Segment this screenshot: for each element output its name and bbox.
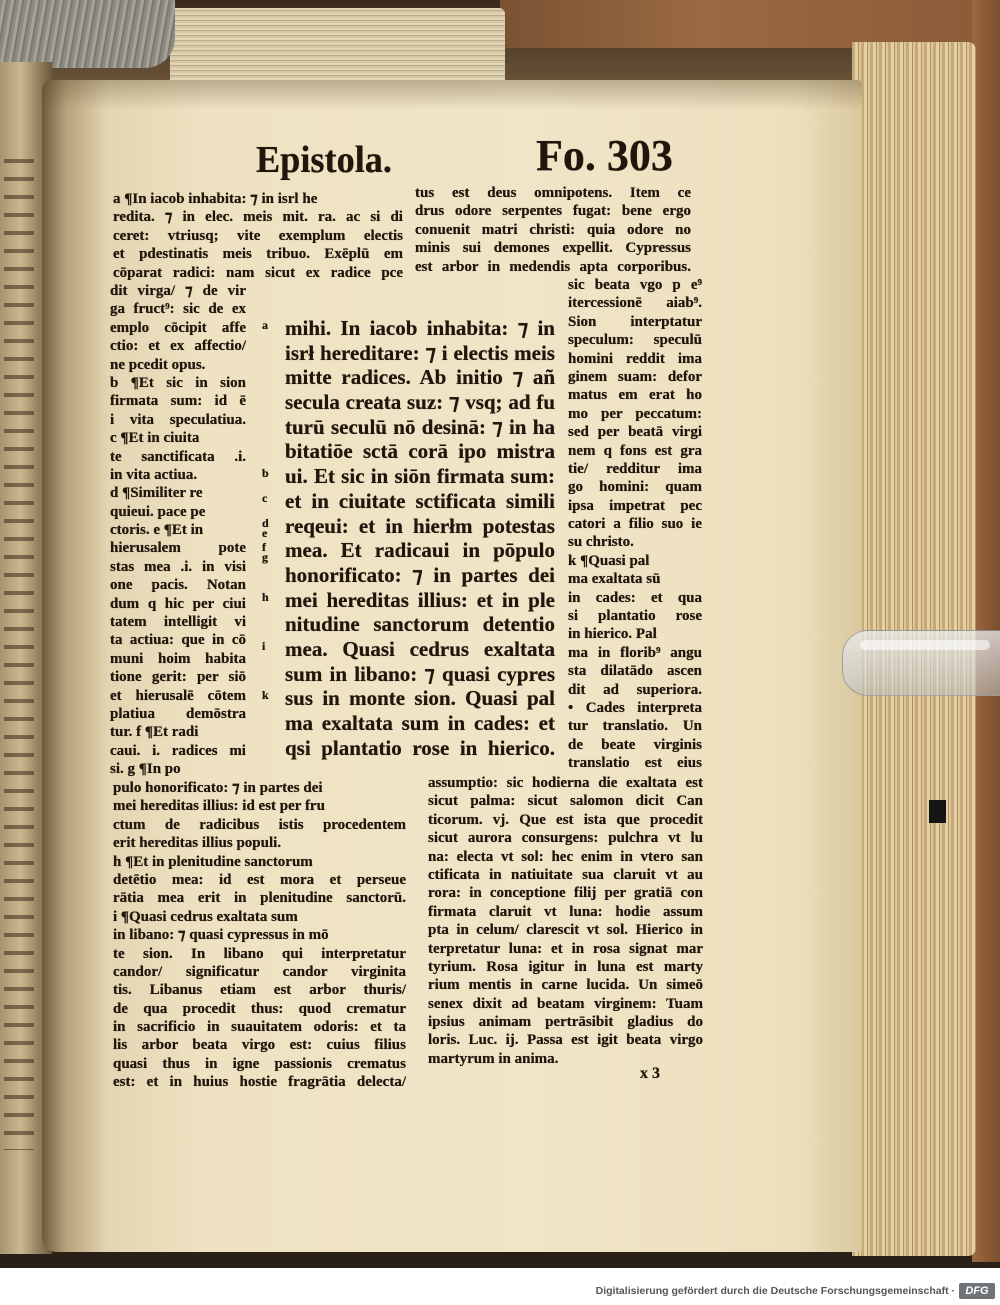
commentary-line: matus em erat ho xyxy=(568,387,702,404)
commentary-line: itercessionē aiab⁹. xyxy=(568,295,703,312)
scripture-line: mei hereditas illius: et in ple xyxy=(285,587,555,612)
commentary-line: ne pcedit opus. xyxy=(110,356,206,373)
commentary-line: platiua demōstra xyxy=(110,705,246,722)
book-strap xyxy=(0,0,175,68)
commentary-line: k ¶Quasi pal xyxy=(568,552,650,569)
commentary-line: si. g ¶In po xyxy=(110,761,181,778)
note-mark: h xyxy=(262,589,269,604)
commentary-line: martyrum in anima. xyxy=(428,1050,559,1067)
commentary-line: ginem suam: defor xyxy=(568,368,702,385)
scripture-line: ma exaltata sum in cades: et xyxy=(285,711,555,735)
commentary-line: stas mea .i. in visi xyxy=(110,558,246,575)
commentary-line: i vita speculatiua. xyxy=(110,411,246,428)
scripture-row xyxy=(285,390,555,415)
note-mark: a xyxy=(262,318,268,332)
scripture-line: turū seculū nō desinā: ⁊ in ha xyxy=(285,414,555,439)
commentary-line: erit hereditas illius populi. xyxy=(113,835,282,852)
scripture-line: mihi. In iacob inhabita: ⁊ in xyxy=(285,316,555,340)
scripture-row xyxy=(285,612,555,637)
commentary-line: quasi thus in igne passionis crematus xyxy=(113,1055,406,1072)
previous-page-text-fragments xyxy=(4,150,34,1150)
scripture-row xyxy=(262,513,555,540)
commentary-line: sic beata vgo p e⁹ xyxy=(568,277,703,293)
commentary-line: tyrium. Rosa igitur in luna est marty xyxy=(428,958,703,975)
book-clamp-highlight xyxy=(860,640,990,650)
commentary-line: pulo honorificato: ⁊ in partes dei xyxy=(113,780,323,796)
scripture-text xyxy=(262,316,556,760)
note-mark: k xyxy=(262,688,269,703)
scripture-line: isrł hereditare: ⁊ i electis meis xyxy=(285,340,555,365)
commentary-line: ceret: vtriusq; vite exemplum electis xyxy=(113,227,403,244)
commentary-line: Sion interptatur xyxy=(568,313,702,330)
scripture-line: mea. Et radicaui in pōpulo xyxy=(285,538,555,563)
commentary-line: mo per peccatum: xyxy=(568,405,702,422)
commentary-line: ma in florib⁹ angu xyxy=(568,644,702,661)
scripture-line: honorificato: ⁊ in partes dei xyxy=(285,562,555,587)
scripture-line: ui. Et sic in siōn firmata sum: xyxy=(285,464,556,489)
commentary-line: ma exaltata sū xyxy=(568,571,661,588)
commentary-line: te sanctificata .i. xyxy=(110,448,246,465)
commentary-line: rium mentis in carne lucida. Un simeō xyxy=(428,977,704,994)
commentary-line: na: electa vt sol: hec enim in vtero san xyxy=(428,848,704,865)
quire-signature: x 3 xyxy=(640,1065,660,1082)
commentary-line: est: et in huius hostie fragrātia delecta/ xyxy=(113,1074,406,1091)
note-mark: b xyxy=(262,466,269,481)
commentary-line: et hierusalē cōtem xyxy=(110,687,246,704)
commentary-line: minis sui demones expellit. Cypressus xyxy=(415,240,692,257)
commentary-line: sicut aurora consurgens: pulchra vt lu xyxy=(428,830,703,847)
commentary-line: c ¶Et in ciuita xyxy=(110,430,200,447)
page-top-edges xyxy=(170,8,505,80)
commentary-line: firmata sum: id ē xyxy=(110,393,246,410)
scripture-line: qsi plantatio rose in hierico. xyxy=(285,735,555,760)
commentary-line: sed per beatā virgi xyxy=(568,424,703,441)
commentary-left-bottom xyxy=(113,779,406,1092)
scripture-row xyxy=(262,587,555,613)
commentary-line: candor/ significatur candor virginita xyxy=(113,963,406,980)
commentary-line: sicut palma: sicut salomon dicit Can xyxy=(428,793,703,810)
commentary-line: si plantatio rose xyxy=(568,608,702,625)
commentary-line: firmata claruit vt luna: hodie assum xyxy=(428,903,704,920)
commentary-line: in sacrificio in suauitatem odoris: et ta xyxy=(113,1019,406,1036)
commentary-line: rora: in conceptione filij per gratiā con xyxy=(428,885,703,902)
scripture-row xyxy=(262,464,556,489)
commentary-line: quieui. pace pe xyxy=(110,503,206,520)
commentary-line: pta in celum/ clarescit vt sol. Hierico in xyxy=(428,922,703,939)
scripture-row xyxy=(285,563,555,588)
page-marker-tab xyxy=(929,800,946,823)
note-mark: c xyxy=(262,490,268,505)
commentary-line: sta dilatādo ascen xyxy=(568,663,703,680)
commentary-line: i ¶Quasi cedrus exaltata sum xyxy=(113,908,298,925)
commentary-line: tur translatio. Un xyxy=(568,718,702,735)
commentary-line: in vita actiua. xyxy=(110,466,198,483)
commentary-line: terpretatur luna: et in rosa signat mar xyxy=(428,940,703,957)
scripture-row xyxy=(285,365,555,390)
commentary-line: go homini: quam xyxy=(568,479,702,496)
commentary-line: dit virga/ ⁊ de vir xyxy=(110,283,246,299)
scripture-line: reqeui: et in hierłm potestas xyxy=(285,513,555,538)
commentary-left-top xyxy=(113,190,403,282)
commentary-line: tis. Libanus etiam est arbor thuris/ xyxy=(113,982,406,999)
commentary-right-bottom xyxy=(428,774,703,1068)
scripture-line: sum in libano: ⁊ quasi cypres xyxy=(285,661,556,686)
commentary-right-margin xyxy=(568,276,702,773)
note-mark: d e xyxy=(262,515,269,540)
commentary-line: assumptio: sic hodierna die exaltata est xyxy=(428,775,704,791)
commentary-line: caui. i. radices mi xyxy=(110,742,246,759)
commentary-line: te sion. In libano qui interpretatur xyxy=(113,945,406,962)
commentary-line: lis arbor beata virgo est: cuius filius xyxy=(113,1037,406,1054)
commentary-line: • Cades interpreta xyxy=(568,699,703,716)
dfg-logo: DFG xyxy=(959,1283,995,1299)
scripture-line: mitte radices. Ab initio ⁊ añ xyxy=(285,365,556,390)
commentary-line: tione gerit: per siō xyxy=(110,669,247,686)
commentary-line: muni hoim habita xyxy=(110,650,246,667)
commentary-line: conuenit matri christi: quia odore no xyxy=(415,221,691,238)
leather-cover xyxy=(500,0,1000,48)
commentary-line: nem q fons est gra xyxy=(568,442,702,459)
commentary-line: ipsius animam pertrāsibit gladius do xyxy=(428,1014,704,1031)
commentary-line: de qua procedit thus: quod crematur xyxy=(113,1000,407,1017)
scripture-line: mea. Quasi cedrus exaltata xyxy=(285,636,555,661)
commentary-line: detētio mea: id est mora et perseue xyxy=(113,871,406,888)
commentary-line: de beate virginis xyxy=(568,736,702,753)
commentary-line: in cades: et qua xyxy=(568,589,702,606)
scripture-line: sus in monte sion. Quasi pal xyxy=(285,686,555,711)
scripture-line: et in ciuitate sctificata simili xyxy=(285,488,555,513)
commentary-line: senex dixit ad beatam virginem: Tuam xyxy=(428,995,703,1012)
commentary-line: tus est deus omnipotens. Item ce xyxy=(415,185,691,201)
commentary-line: ga fruct⁹: sic de ex xyxy=(110,301,247,318)
commentary-line: ctoris. e ¶Et in xyxy=(110,522,204,539)
commentary-line: speculum: speculū xyxy=(568,332,702,349)
scripture-line: nitudine sanctorum detentio xyxy=(285,612,555,637)
commentary-line: b ¶Et sic in sion xyxy=(110,374,246,391)
note-mark: i xyxy=(262,638,266,653)
commentary-line: translatio est eius xyxy=(568,755,702,772)
scripture-row xyxy=(285,711,555,736)
commentary-line: ctum de radicibus istis procedentem xyxy=(113,816,406,833)
scripture-row xyxy=(285,415,555,440)
scripture-row xyxy=(262,636,555,662)
commentary-line: a ¶In iacob inhabita: ⁊ in isrl he xyxy=(113,191,318,207)
commentary-line: dit ad superiora. xyxy=(568,681,702,698)
scripture-row xyxy=(262,538,555,565)
commentary-line: in libano: ⁊ quasi cypressus in mō xyxy=(113,927,329,944)
scripture-row xyxy=(285,341,555,366)
scripture-row xyxy=(262,316,555,341)
page-shadow xyxy=(42,80,862,110)
commentary-line: tur. f ¶Et radi xyxy=(110,724,199,741)
commentary-line: in hierico. Pal xyxy=(568,626,657,643)
commentary-line: su christo. xyxy=(568,534,634,551)
scripture-row xyxy=(285,662,555,687)
folio-number: Fo. 303 xyxy=(536,131,673,180)
scripture-row xyxy=(285,736,555,761)
scripture-row xyxy=(262,686,555,711)
commentary-line: rātia mea erit in plenitudine sanctorū. xyxy=(113,890,406,907)
commentary-line: ipsa impetrat pec xyxy=(568,497,702,514)
commentary-line: mei hereditas illius: id est per fru xyxy=(113,798,325,815)
scripture-row xyxy=(262,488,555,514)
commentary-line: catori a filio suo ie xyxy=(568,516,703,533)
funding-credit: Digitalisierung gefördert durch die Deutsche Forschungsgemeinschaft · xyxy=(595,1285,955,1297)
commentary-line: drus odore serpentes fugat: bene ergo xyxy=(415,203,691,220)
commentary-line: loris. Luc. ij. Passa est igit beata virgo xyxy=(428,1032,704,1049)
commentary-line: dum q hic per ciui xyxy=(110,595,246,612)
commentary-right-top xyxy=(415,184,691,276)
commentary-line: hierusalem pote xyxy=(110,540,246,557)
commentary-line: cōparat radici: nam sicut ex radice pce xyxy=(113,264,403,281)
scripture-line: bitatiōe sctā corā ipo mistra xyxy=(285,439,555,464)
commentary-line: ctificata in natiuitate sua claruit vt au xyxy=(428,866,704,883)
commentary-line: ticorum. vj. Que est ista que procedit xyxy=(428,811,703,828)
commentary-line: et pdestinatis meis tribuo. Exēplū em xyxy=(113,246,404,263)
commentary-line: tie/ redditur ima xyxy=(568,460,702,477)
commentary-line: ctio: et ex affectio/ xyxy=(110,338,247,355)
commentary-line: redita. ⁊ in elec. meis mit. ra. ac si di xyxy=(113,209,403,226)
running-head: Epistola. xyxy=(256,139,393,181)
commentary-line: one pacis. Notan xyxy=(110,577,246,594)
scripture-line: secula creata suz: ⁊ vsq; ad fu xyxy=(285,390,556,415)
commentary-line: est arbor in medendis apta corporibus. xyxy=(415,258,691,275)
commentary-line: tatem intelligit vi xyxy=(110,614,246,631)
commentary-line: ta actiua: que in cō xyxy=(110,632,246,649)
commentary-line: emplo cōcipit affe xyxy=(110,319,246,336)
scripture-row xyxy=(285,439,555,464)
commentary-line: h ¶Et in plenitudine sanctorum xyxy=(113,853,313,870)
note-mark: f g xyxy=(262,540,268,565)
commentary-line: homini reddit ima xyxy=(568,350,702,367)
commentary-line: d ¶Similiter re xyxy=(110,485,203,502)
commentary-left-margin xyxy=(110,282,246,779)
